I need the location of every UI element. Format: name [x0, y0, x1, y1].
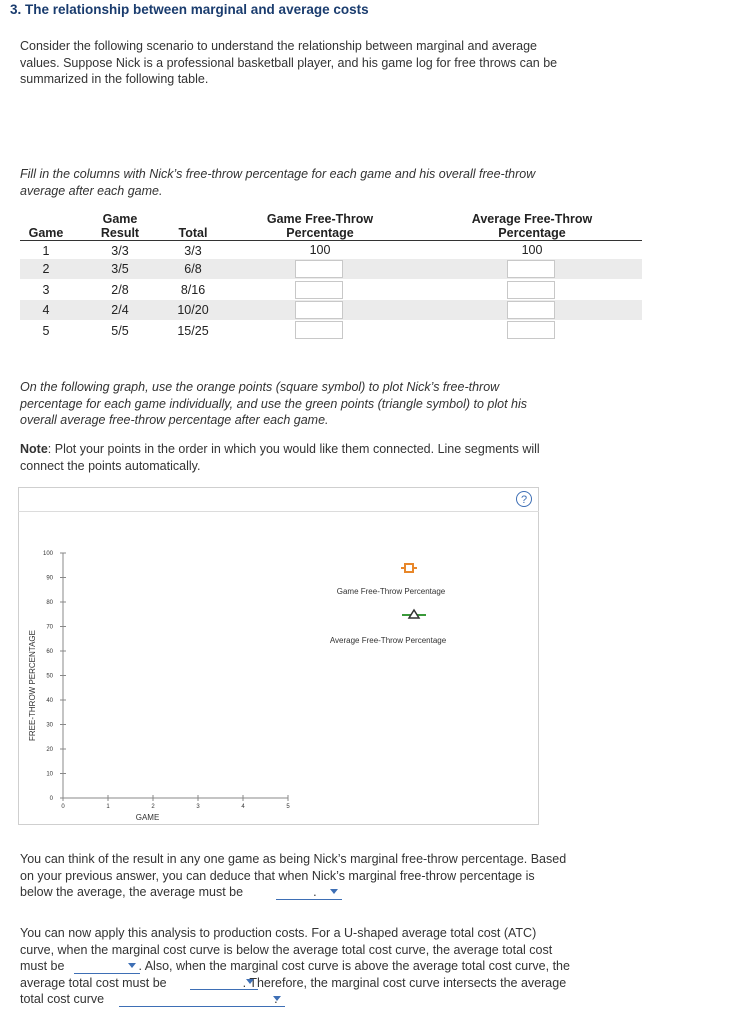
x-tick-label: 0 — [61, 804, 65, 810]
y-tick-label: 70 — [46, 624, 53, 631]
y-tick-label: 0 — [49, 796, 53, 802]
square-marker-icon[interactable] — [405, 564, 413, 572]
atc-above-dropdown[interactable] — [190, 975, 258, 990]
y-tick-label: 10 — [46, 771, 53, 778]
col-header-avg-ftp: Average Free-Throw Percentage — [471, 212, 593, 240]
game-ftp-input-3[interactable] — [295, 281, 343, 299]
note-paragraph: Note: Plot your points in the order in which you would like them connected. Line segments will connect the points automatically. — [20, 442, 540, 473]
x-tick-label: 4 — [241, 804, 245, 810]
y-axis-label: FREE-THROW PERCENTAGE — [28, 630, 37, 741]
avg-ftp-input-2[interactable] — [507, 260, 555, 278]
average-direction-dropdown[interactable] — [276, 885, 342, 900]
avg-ftp-input-4[interactable] — [507, 301, 555, 319]
col-header-result: Game Result — [100, 212, 140, 240]
legend-label-game: Game Free-Throw Percentage — [336, 587, 446, 596]
table-row: 4 2/4 10/20 — [20, 300, 642, 320]
col-header-game-ftp: Game Free-Throw Percentage — [266, 212, 374, 240]
table-row: 2 3/5 6/8 — [20, 259, 642, 279]
chevron-down-icon — [330, 889, 338, 894]
intro-paragraph: Consider the following scenario to understand the relationship between marginal and average values. Suppose Nick is a professional basketball player, and his game log for free throws can be summarized in the following table. — [20, 39, 558, 86]
atc-below-dropdown[interactable] — [74, 959, 140, 974]
conclusion-paragraph-2: You can now apply this analysis to production costs. For a U-shaped average total cost (ATC) curve, when the marginal cost curve is below the average total cost curve, the average total cost must be . Also, when the marginal cost curve is above the average total cost curve, the average total cost must be . Therefore, the marginal cost curve intersects the average total cost curve . — [20, 926, 570, 1006]
y-tick-label: 90 — [46, 575, 53, 582]
chart-legend — [330, 564, 447, 645]
y-tick-label: 60 — [46, 649, 53, 655]
game-ftp-input-2[interactable] — [295, 260, 343, 278]
avg-ftp-value: 100 — [521, 243, 543, 257]
intersection-dropdown[interactable] — [119, 992, 285, 1007]
game-ftp-input-5[interactable] — [295, 321, 343, 339]
y-tick-label: 40 — [46, 698, 53, 704]
game-ftp-value: 100 — [309, 243, 331, 257]
conclusion-paragraph-1: You can think of the result in any one game as being Nick’s marginal free-throw percentage. Based on your previous answer, you can deduce that when Nick’s marginal free-throw percentage is below the average, the average must be . — [20, 852, 567, 899]
x-tick-label: 1 — [106, 804, 110, 810]
table-instructions: Fill in the columns with Nick’s free-throw percentage for each game and his overall free-throw average after each game. — [20, 167, 536, 198]
note-label: Note — [20, 442, 48, 456]
y-tick-label: 100 — [42, 551, 53, 557]
chevron-down-icon — [246, 979, 254, 984]
x-axis-label: GAME — [135, 813, 160, 822]
avg-ftp-input-5[interactable] — [507, 321, 555, 339]
game-ftp-input-4[interactable] — [295, 301, 343, 319]
free-throw-chart[interactable] — [18, 512, 539, 825]
chart-axes — [28, 551, 290, 822]
col-header-game: Game — [28, 226, 64, 240]
chevron-down-icon — [128, 963, 136, 968]
avg-ftp-input-3[interactable] — [507, 281, 555, 299]
table-row: 5 5/5 15/25 — [20, 321, 642, 341]
x-tick-label: 3 — [196, 804, 200, 810]
y-tick-label: 30 — [46, 722, 53, 729]
section-heading: 3. The relationship between marginal and average costs — [10, 2, 369, 17]
table-row: 1 3/3 3/3 100 100 — [20, 241, 642, 261]
col-header-total: Total — [178, 226, 208, 240]
chevron-down-icon — [273, 996, 281, 1001]
x-tick-label: 5 — [286, 804, 290, 810]
graph-instructions: On the following graph, use the orange points (square symbol) to plot Nick’s free-throw percentage for each game individually, and use the green points (triangle symbol) to plot his overall average free-throw percentage after each game. — [20, 380, 528, 427]
x-tick-label: 2 — [151, 804, 155, 810]
y-tick-label: 80 — [46, 600, 53, 606]
y-tick-label: 50 — [46, 673, 53, 680]
table-row: 3 2/8 8/16 — [20, 280, 642, 300]
graph-toolbar — [18, 487, 539, 512]
legend-label-average: Average Free-Throw Percentage — [329, 636, 447, 645]
y-tick-label: 20 — [46, 747, 53, 753]
help-icon[interactable]: ? — [516, 491, 532, 507]
